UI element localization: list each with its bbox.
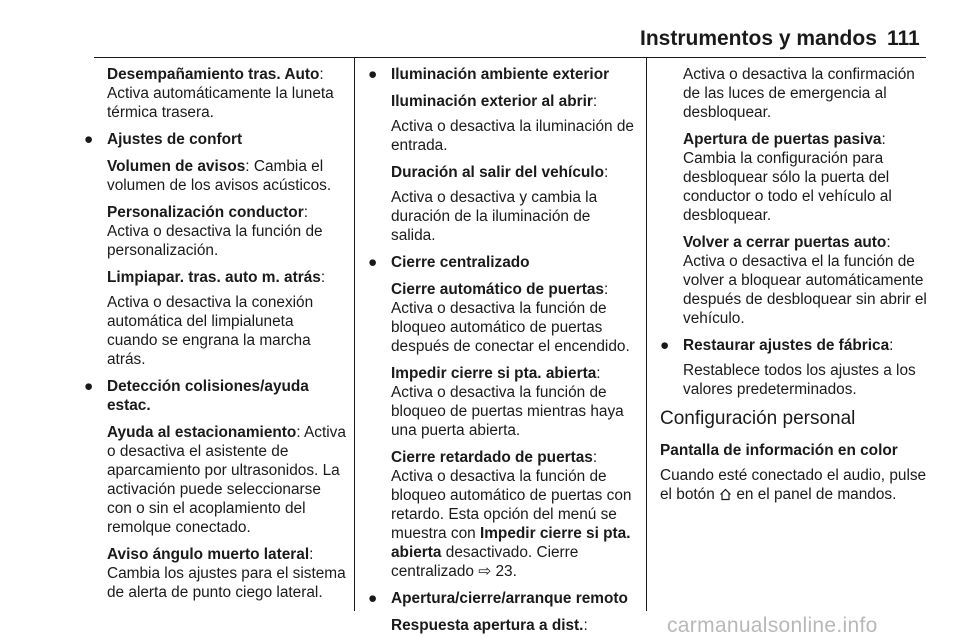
bullet-dot: ● [84,378,94,395]
column-divider-2 [646,58,647,611]
driver-title: Personalización conductor [107,204,304,221]
bullet-dot: ● [368,66,378,83]
volume-text: Cambia el volumen de los avisos acústicos. [107,158,332,194]
passive-title: Apertura de puertas pasiva [683,131,882,148]
bullet-dot: ● [660,337,670,354]
driver-entry: Personalización conductor: Activa o desactiva la función de personalización. [107,204,323,259]
autolock-text: Activa o desactiva la función de bloqueo automático de puertas después de conectar el encendido. [391,300,630,355]
delayed-text-b: desactivado. Cierre centralizado [391,544,579,580]
wiper-text: Activa o desactiva la conexión automática del limpialuneta cuando se engrana la marcha atrás. [107,294,314,368]
display-text-b: en el panel de mandos. [736,486,897,503]
bullet-ambient [368,65,636,84]
display-text-a: Cuando esté conectado el audio, pulse el botón [660,467,927,503]
restore-text: Restablece todos los ajustes a los valores predeterminados. [683,362,916,398]
defog-entry: Desempañamiento tras. Auto: Activa automáticamente la luneta térmica trasera. [107,66,334,121]
page-ref-link[interactable]: ⇨ 23. [478,563,517,580]
display-title: Pantalla de información en color [660,442,898,459]
collision-title: Detección colisiones/ayuda estac. [107,378,309,414]
prevent-text: Activa o desactiva la función de bloqueo de puertas mientras haya una puerta abierta. [391,384,624,439]
remote-sub-entry: Respuesta apertura a dist.: [391,617,588,634]
bullet-dot: ● [368,590,378,607]
defog-text: Activa automáticamente la luneta térmica trasera. [107,85,334,121]
wiper-entry: Limpiapar. tras. auto m. atrás: Activa o desactiva la conexión automática del limpialuneta cuando se engrana la marcha atrás. [107,269,326,368]
remote-sub-title: Respuesta apertura a dist. [391,617,584,634]
relock-entry: Volver a cerrar puertas auto: Activa o desactiva el la función de volver a bloquear automáticamente después de desbloquear sin abrir el vehículo. [683,234,927,327]
column-2 [368,65,636,643]
driver-text: Activa o desactiva la función de personalización. [107,223,323,259]
parking-text: Activa o desactiva el asistente de aparcamiento por ultrasonidos. La activación puede seleccionarse con o sin el acoplamiento del remolque conectado. [107,424,346,536]
passive-entry: Apertura de puertas pasiva: Cambia la configuración para desbloquear sólo la puerta del conductor o todo el vehículo al desbloquear. [683,131,892,224]
remote-title: Apertura/cierre/arranque remoto [391,590,628,607]
restore-title: Restaurar ajustes de fábrica [683,337,890,354]
blind-text: Cambia los ajustes para el sistema de alerta de punto ciego lateral. [107,565,346,601]
delayed-bold-ref: Impedir cierre si pta. abierta [391,525,631,561]
column-3 [660,65,930,514]
parking-title: Ayuda al estacionamiento [107,424,297,441]
prevent-title: Impedir cierre si pta. abierta [391,365,597,382]
delayed-text-a: Activa o desactiva la función de bloqueo automático de puertas con retardo. Esta opción del menú se muestra con [391,468,632,542]
autolock-title: Cierre automático de puertas [391,281,604,298]
watermark-text: carmanualsonline.info [667,614,878,637]
remote-cont-text: Activa o desactiva la confirmación de las luces de emergencia al desbloquear. [683,66,915,121]
unlock-light-entry: Iluminación exterior al abrir: Activa o desactiva la iluminación de entrada. [391,93,634,154]
bullet-dot: ● [84,131,94,148]
parking-entry: Ayuda al estacionamiento: Activa o desactiva el asistente de aparcamiento por ultrasonidos. La activación puede seleccionarse con o sin el acoplamiento del remolque conectado. [107,424,346,536]
blind-title: Aviso ángulo muerto lateral [107,546,310,563]
home-icon [719,487,732,506]
bullet-collision [84,377,346,415]
section-heading: Configuración personal [660,408,856,429]
volume-entry: Volumen de avisos: Cambia el volumen de los avisos acústicos. [107,158,332,194]
column-divider-1 [354,58,355,611]
wiper-title: Limpiapar. tras. auto m. atrás [107,269,321,286]
column-1 [84,65,346,610]
bullet-dot: ● [368,254,378,271]
exit-title: Duración al salir del vehículo [391,164,604,181]
header-divider [94,57,926,58]
relock-text: Activa o desactiva el la función de volver a bloquear automáticamente después de desbloquear sin abrir el vehículo. [683,253,927,327]
bullet-remote [368,589,636,608]
central-title: Cierre centralizado [391,254,530,271]
unlock-light-text: Activa o desactiva la iluminación de entrada. [391,118,634,154]
page-header-title: Instrumentos y mandos [640,27,877,50]
exit-entry: Duración al salir del vehículo: Activa o desactiva y cambia la duración de la iluminación de salida. [391,164,609,244]
bullet-restore: ● Restaurar ajustes de fábrica: Restablece todos los ajustes a los valores predeterminados. [660,336,930,399]
delayed-title: Cierre retardado de puertas [391,449,593,466]
ambient-title: Iluminación ambiente exterior [391,66,610,83]
relock-title: Volver a cerrar puertas auto [683,234,887,251]
exit-text: Activa o desactiva y cambia la duración de la iluminación de salida. [391,189,598,244]
autolock-entry: Cierre automático de puertas: Activa o desactiva la función de bloqueo automático de puertas después de conectar el encendido. [391,281,630,355]
comfort-title: Ajustes de confort [107,131,243,148]
page-number: 111 [887,27,920,50]
blind-entry: Aviso ángulo muerto lateral: Cambia los ajustes para el sistema de alerta de punto ciego lateral. [107,546,346,601]
bullet-comfort [84,130,346,149]
delayed-entry: Cierre retardado de puertas: Activa o desactiva la función de bloqueo automático de puertas con retardo. Esta opción del menú se muestra con Impedir cierre si pta. abierta desactivado. Cierre centralizado ⇨ 23. [391,449,632,580]
unlock-light-title: Iluminación exterior al abrir [391,93,593,110]
volume-title: Volumen de avisos [107,158,246,175]
prevent-entry: Impedir cierre si pta. abierta: Activa o desactiva la función de bloqueo de puertas mientras haya una puerta abierta. [391,365,624,439]
passive-text: Cambia la configuración para desbloquear sólo la puerta del conductor o todo el vehículo al desbloquear. [683,150,892,224]
bullet-central [368,253,636,272]
defog-title: Desempañamiento tras. Auto [107,66,320,83]
display-entry [660,441,930,506]
